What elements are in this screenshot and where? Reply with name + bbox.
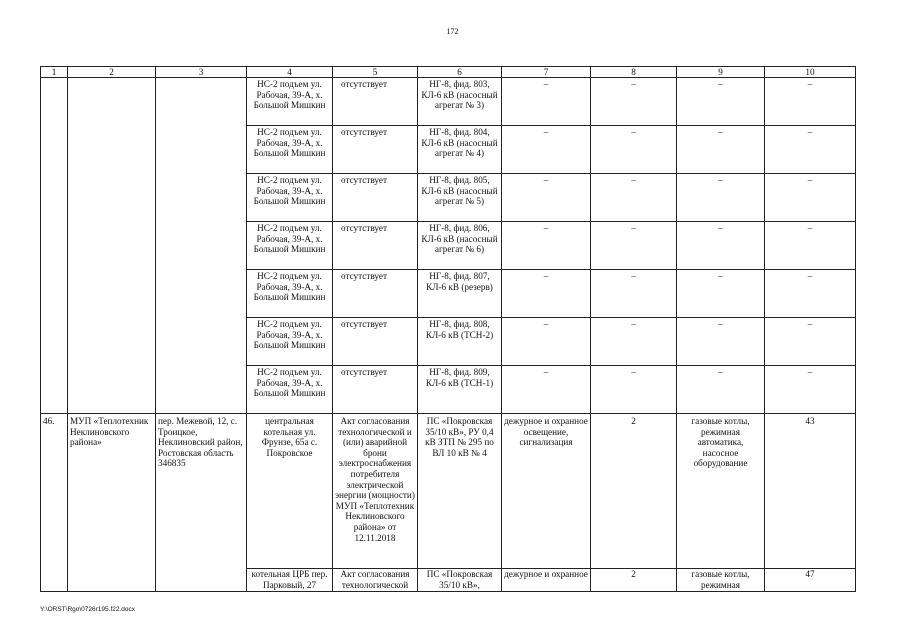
category-cell: – <box>591 174 677 222</box>
object-cell: котельная ЦРБ пер. Парковый, 27 <box>247 569 333 592</box>
value-cell: – <box>765 318 856 366</box>
page-number: 172 <box>446 27 459 36</box>
equipment-cell: – <box>677 222 765 270</box>
consumer-cell: – <box>502 174 591 222</box>
supply-cell: НГ-8, фид. 808, КЛ-6 кВ (ТСН-2) <box>418 318 502 366</box>
category-cell: – <box>591 78 677 126</box>
value-cell: – <box>765 366 856 414</box>
act-cell: отсутствует <box>333 270 418 318</box>
footer-file-path: Y:\ORST\Rgo\0726r195.f22.docx <box>40 606 136 613</box>
supply-cell: НГ-8, фид. 806, КЛ-6 кВ (насосный агрегат № 6) <box>418 222 502 270</box>
value-cell: – <box>765 222 856 270</box>
consumer-cell: – <box>502 270 591 318</box>
value-cell: 43 <box>765 414 856 569</box>
continued-cell-org <box>68 78 156 414</box>
category-cell: – <box>591 126 677 174</box>
consumer-cell: дежурное и охранное освещение, сигнализация <box>502 414 591 569</box>
category-cell: – <box>591 222 677 270</box>
equipment-cell: газовые котлы, режимная <box>677 569 765 592</box>
equipment-cell: – <box>677 318 765 366</box>
category-cell: – <box>591 318 677 366</box>
object-cell: НС-2 подъем ул. Рабочая, 39-А, х. Большой Мишкин <box>247 174 333 222</box>
value-cell: – <box>765 174 856 222</box>
category-cell: – <box>591 366 677 414</box>
supply-cell: НГ-8, фид. 809, КЛ-6 кВ (ТСН-1) <box>418 366 502 414</box>
supply-cell: НГ-8, фид. 807, КЛ-6 кВ (резерв) <box>418 270 502 318</box>
table-row <box>41 78 856 126</box>
object-cell: НС-2 подъем ул. Рабочая, 39-А, х. Большой Мишкин <box>247 366 333 414</box>
column-number-8: 8 <box>591 67 677 78</box>
organization-name: МУП «Теплотехник Неклиновского района» <box>68 414 156 592</box>
column-number-row <box>41 67 856 78</box>
continued-cell-num <box>41 78 68 414</box>
value-cell: – <box>765 126 856 174</box>
act-cell: Акт согласования технологической <box>333 569 418 592</box>
column-number-2: 2 <box>68 67 156 78</box>
consumer-cell: – <box>502 222 591 270</box>
column-number-7: 7 <box>502 67 591 78</box>
equipment-cell: – <box>677 126 765 174</box>
object-cell: НС-2 подъем ул. Рабочая, 39-А, х. Большой Мишкин <box>247 318 333 366</box>
equipment-cell: – <box>677 78 765 126</box>
act-cell: отсутствует <box>333 222 418 270</box>
category-cell: – <box>591 270 677 318</box>
object-cell: НС-2 подъем ул. Рабочая, 39-А, х. Большой Мишкин <box>247 78 333 126</box>
column-number-5: 5 <box>333 67 418 78</box>
value-cell: – <box>765 270 856 318</box>
column-number-4: 4 <box>247 67 333 78</box>
act-cell: отсутствует <box>333 318 418 366</box>
supply-cell: ПС «Покровская 35/10 кВ», РУ 0,4 кВ ЗТП № 295 по ВЛ 10 кВ № 4 <box>418 414 502 569</box>
column-number-6: 6 <box>418 67 502 78</box>
object-cell: НС-2 подъем ул. Рабочая, 39-А, х. Большой Мишкин <box>247 126 333 174</box>
value-cell: 47 <box>765 569 856 592</box>
supply-cell: НГ-8, фид. 803, КЛ-6 кВ (насосный агрегат № 3) <box>418 78 502 126</box>
column-number-3: 3 <box>156 67 247 78</box>
category-cell: 2 <box>591 569 677 592</box>
column-number-1: 1 <box>41 67 68 78</box>
object-cell: центральная котельная ул. Фрунзе, 65а с. Покровское <box>247 414 333 569</box>
column-number-9: 9 <box>677 67 765 78</box>
consumer-cell: дежурное и охранное <box>502 569 591 592</box>
equipment-cell: газовые котлы, режимная автоматика, насосное оборудование <box>677 414 765 569</box>
column-number-10: 10 <box>765 67 856 78</box>
equipment-cell: – <box>677 174 765 222</box>
consumer-cell: – <box>502 78 591 126</box>
equipment-cell: – <box>677 270 765 318</box>
entry-number: 46. <box>41 414 68 592</box>
act-cell: отсутствует <box>333 366 418 414</box>
equipment-cell: – <box>677 366 765 414</box>
value-cell: – <box>765 78 856 126</box>
object-cell: НС-2 подъем ул. Рабочая, 39-А, х. Большой Мишкин <box>247 222 333 270</box>
supply-cell: ПС «Покровская 35/10 кВ», <box>418 569 502 592</box>
consumer-cell: – <box>502 318 591 366</box>
category-cell: 2 <box>591 414 677 569</box>
consumer-cell: – <box>502 366 591 414</box>
object-cell: НС-2 подъем ул. Рабочая, 39-А, х. Большой Мишкин <box>247 270 333 318</box>
reserve-table-container <box>40 66 856 592</box>
act-cell: отсутствует <box>333 126 418 174</box>
act-cell: Акт согласования технологической и (или) аварийной брони электроснабжения потребителя электрической энергии (мощности) МУП «Теплотехник Неклиновского района» от 12.11.2018 <box>333 414 418 569</box>
reserve-table <box>40 66 856 592</box>
act-cell: отсутствует <box>333 174 418 222</box>
table-row-entry-46 <box>41 414 856 569</box>
supply-cell: НГ-8, фид. 805, КЛ-6 кВ (насосный агрегат № 5) <box>418 174 502 222</box>
act-cell: отсутствует <box>333 78 418 126</box>
organization-address: пер. Межевой, 12, с. Троицкое, Неклиновский район, Ростовская область 346835 <box>156 414 247 592</box>
supply-cell: НГ-8, фид. 804, КЛ-6 кВ (насосный агрегат № 4) <box>418 126 502 174</box>
continued-cell-address <box>156 78 247 414</box>
consumer-cell: – <box>502 126 591 174</box>
